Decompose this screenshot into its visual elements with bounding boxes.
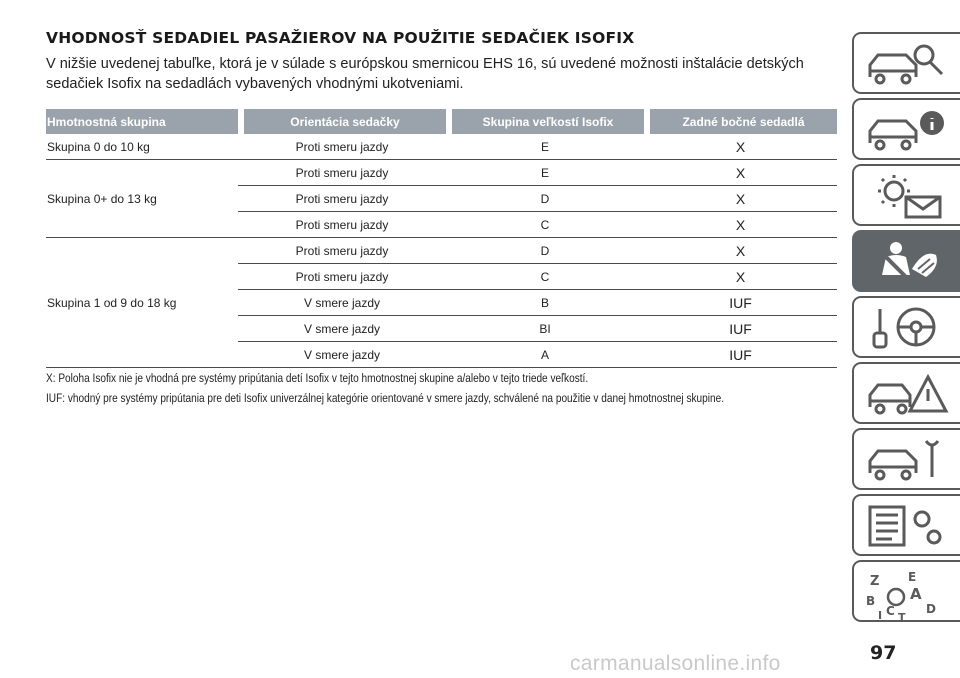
note-iuf: IUF: vhodný pre systémy pripútania pre deti Isofix univerzálnej kategórie orientované v smere jazdy, schválené na použitie v danej hmotnostnej skupine. [46, 391, 725, 405]
rear-seat-cell: X [644, 186, 837, 212]
orientation-cell: Proti smeru jazdy [238, 186, 446, 212]
tab-emergency[interactable] [852, 362, 960, 424]
orientation-cell: Proti smeru jazdy [238, 160, 446, 186]
index-letter: I [878, 609, 883, 621]
rear-seat-cell: IUF [644, 342, 837, 368]
rear-seat-cell: X [644, 160, 837, 186]
tab-index[interactable] [852, 560, 960, 622]
header-size-class: Skupina veľkostí Isofix [446, 109, 644, 134]
rear-seat-cell: IUF [644, 290, 837, 316]
alphabet-index-icon [866, 569, 950, 621]
rear-seat-cell: X [644, 264, 837, 290]
car-info-icon [866, 107, 950, 153]
rear-seat-cell: X [644, 238, 837, 264]
orientation-cell: Proti smeru jazdy [238, 238, 446, 264]
size-class-cell: A [446, 342, 644, 368]
page-number: 97 [870, 642, 897, 664]
orientation-cell: V smere jazdy [238, 316, 446, 342]
size-class-cell: BI [446, 316, 644, 342]
size-class-cell: D [446, 238, 644, 264]
rear-seat-cell: IUF [644, 316, 837, 342]
orientation-cell: Proti smeru jazdy [238, 212, 446, 238]
intro-paragraph: V nižšie uvedenej tabuľke, ktorá je v súlade s európskou smernicou EHS 16, sú uvedené možnosti inštalácie detských sedačiek Isofix na sedadlách vybavených vhodnými ukotveniami. [46, 56, 804, 92]
specs-gear-icon [866, 503, 950, 549]
index-letter: Z [870, 574, 880, 589]
index-letter: B [866, 594, 876, 608]
index-letter: A [910, 585, 922, 603]
index-letter: D [926, 602, 936, 616]
warning-light-message-icon [866, 173, 950, 219]
table-header-row [46, 109, 837, 134]
size-class-cell: B [446, 290, 644, 316]
size-class-cell: E [446, 134, 644, 160]
size-class-cell: D [446, 186, 644, 212]
header-weight-group: Hmotnostná skupina [46, 109, 238, 134]
rear-seat-cell: X [644, 134, 837, 160]
table-row [46, 134, 837, 160]
page-title: VHODNOSŤ SEDADIEL PASAŽIEROV NA POUŽITIE SEDAČIEK ISOFIX [46, 29, 635, 47]
key-steering-wheel-icon [866, 305, 950, 351]
orientation-cell: V smere jazdy [238, 290, 446, 316]
weight-group-cell: Skupina 0 do 10 kg [46, 134, 238, 160]
note-x: X: Poloha Isofix nie je vhodná pre systémy pripútania detí Isofix v tejto hmotnostnej skupine a/alebo v tejto triede veľkostí. [46, 371, 589, 385]
car-wrench-icon [866, 437, 950, 483]
tab-maintenance[interactable] [852, 428, 960, 490]
watermark: carmanualsonline.info [570, 652, 781, 675]
header-orientation: Orientácia sedačky [238, 109, 446, 134]
rear-seat-cell: X [644, 212, 837, 238]
size-class-cell: C [446, 264, 644, 290]
orientation-cell: V smere jazdy [238, 342, 446, 368]
tab-specifications[interactable] [852, 494, 960, 556]
tab-safety[interactable] [852, 230, 960, 292]
seatbelt-airbag-icon [866, 239, 950, 285]
index-letter: C [886, 604, 895, 618]
index-letter: T [898, 611, 906, 621]
tab-warning-lights[interactable] [852, 164, 960, 226]
header-rear-seats: Zadné bočné sedadlá [644, 109, 837, 134]
isofix-table [46, 109, 837, 368]
table-row [46, 238, 837, 264]
size-class-cell: E [446, 160, 644, 186]
tab-starting[interactable] [852, 296, 960, 358]
orientation-cell: Proti smeru jazdy [238, 134, 446, 160]
size-class-cell: C [446, 212, 644, 238]
table-notes [46, 368, 866, 408]
index-letter: E [908, 570, 917, 584]
orientation-cell: Proti smeru jazdy [238, 264, 446, 290]
table-row [46, 160, 837, 186]
tab-car-search[interactable] [852, 32, 960, 94]
tab-car-info[interactable] [852, 98, 960, 160]
car-warning-triangle-icon [866, 371, 950, 417]
car-search-icon [866, 41, 950, 87]
weight-group-cell: Skupina 1 od 9 do 18 kg [46, 238, 238, 368]
weight-group-cell: Skupina 0+ do 13 kg [46, 160, 238, 238]
